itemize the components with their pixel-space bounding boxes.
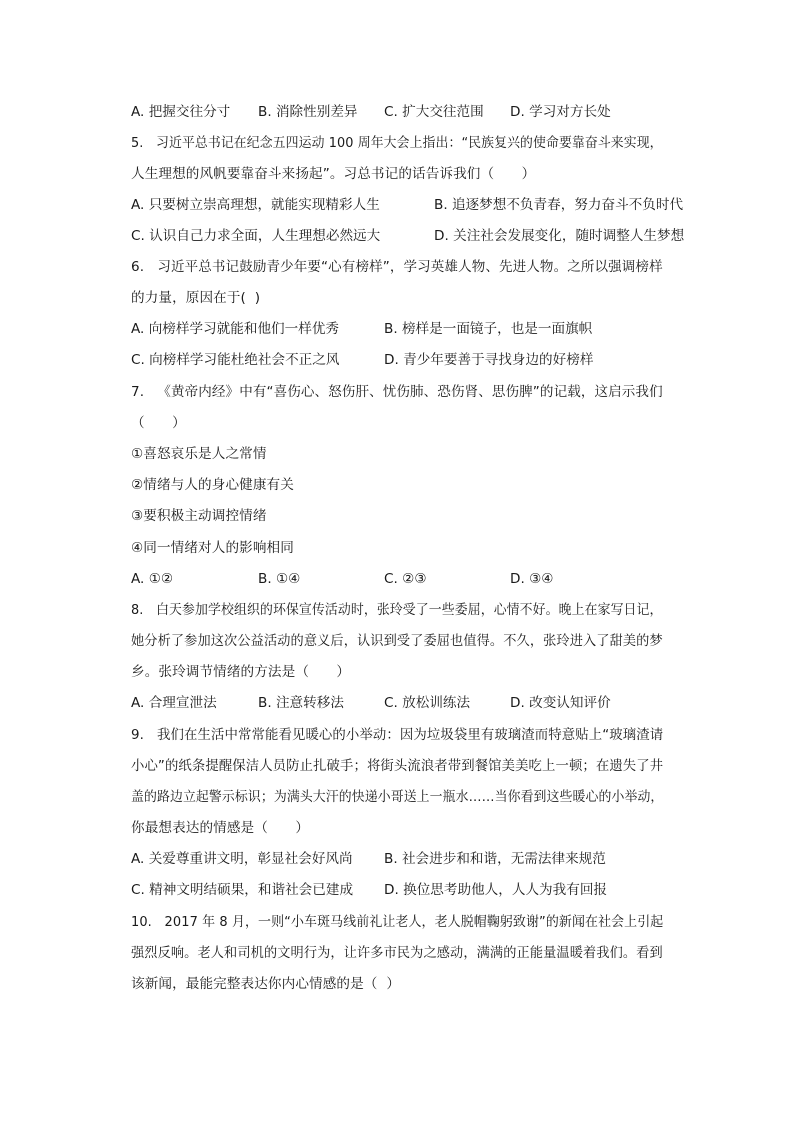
q7-option-a: A. ①② xyxy=(131,571,174,587)
q9-stem-line-1: 9. 我们在生活中常常能看见暖心的小举动：因为垃圾袋里有玻璃渣而特意贴上“玻璃渣请 xyxy=(131,727,664,743)
q7-stem-line-2: （ ） xyxy=(131,415,186,431)
q5-option-c: C. 认识自己力求全面，人生理想必然远大 xyxy=(131,228,381,244)
q9-stem-line-3: 盖的路边立起警示标识；为满头大汗的快递小哥送上一瓶水……当你看到这些暖心的小举动， xyxy=(131,789,664,805)
q4-option-d: D. 学习对方长处 xyxy=(510,104,611,120)
q4-option-b: B. 消除性别差异 xyxy=(258,104,358,120)
q5-option-a: A. 只要树立崇高理想，就能实现精彩人生 xyxy=(131,197,380,213)
q8-option-b: B. 注意转移法 xyxy=(258,695,344,711)
q9-stem-line-2: 小心”的纸条提醒保洁人员防止扎破手；将街头流浪者带到餐馆美美吃上一顿；在遗失了井 xyxy=(131,758,664,774)
q10-stem-line-1: 10. 2017 年 8 月，一则“小车斑马线前礼让老人，老人脱帽鞠躬致谢”的新闻在社会上引起 xyxy=(131,914,664,930)
q7-stem-line-1: 7. 《黄帝内经》中有“喜伤心、怒伤肝、忧伤肺、恐伤肾、思伤脾”的记载，这启示我们 xyxy=(131,384,663,400)
q7-statement-2: ②情绪与人的身心健康有关 xyxy=(131,477,294,493)
q7-option-c: C. ②③ xyxy=(384,571,427,587)
q7-option-b: B. ①④ xyxy=(258,571,301,587)
q8-stem-line-2: 她分析了参加这次公益活动的意义后，认识到受了委屈也值得。不久，张玲进入了甜美的梦 xyxy=(131,633,663,649)
q7-statement-3: ③要积极主动调控情绪 xyxy=(131,508,267,524)
q9-option-b: B. 社会进步和和谐，无需法律来规范 xyxy=(384,851,606,867)
q8-option-d: D. 改变认知评价 xyxy=(510,695,611,711)
q9-option-c: C. 精神文明结硕果，和谐社会已建成 xyxy=(131,882,354,898)
q5-option-b: B. 追逐梦想不负青春，努力奋斗不负时代 xyxy=(434,197,684,213)
q7-statement-4: ④同一情绪对人的影响相同 xyxy=(131,540,294,556)
q8-stem-line-1: 8. 白天参加学校组织的环保宣传活动时，张玲受了一些委屈，心情不好。晚上在家写日记， xyxy=(131,602,663,618)
q7-option-d: D. ③④ xyxy=(510,571,554,587)
q5-option-d: D. 关注社会发展变化，随时调整人生梦想 xyxy=(434,228,685,244)
q10-stem-line-3: 该新闻，最能完整表达你内心情感的是（ ） xyxy=(131,976,401,992)
q8-option-a: A. 合理宣泄法 xyxy=(131,695,217,711)
q8-option-c: C. 放松训练法 xyxy=(384,695,471,711)
q8-stem-line-3: 乡。张玲调节情绪的方法是（ ） xyxy=(131,664,351,680)
q6-stem-line-1: 6. 习近平总书记鼓励青少年要“心有榜样”，学习英雄人物、先进人物。之所以强调榜样 xyxy=(131,259,663,275)
q9-stem-line-4: 你最想表达的情感是（ ） xyxy=(131,820,310,836)
q4-option-a: A. 把握交往分寸 xyxy=(131,104,231,120)
q6-option-c: C. 向榜样学习能杜绝社会不正之风 xyxy=(131,352,340,368)
q6-option-a: A. 向榜样学习就能和他们一样优秀 xyxy=(131,321,340,337)
q9-option-a: A. 关爱尊重讲文明，彰显社会好风尚 xyxy=(131,851,353,867)
q5-stem-line-1: 5. 习近平总书记在纪念五四运动 100 周年大会上指出：“民族复兴的使命要靠奋斗来实现， xyxy=(131,135,663,151)
q6-stem-line-2: 的力量，原因在于( ) xyxy=(131,290,261,306)
q5-stem-line-2: 人生理想的风帆要靠奋斗来扬起”。习总书记的话告诉我们（ ） xyxy=(131,166,536,182)
q9-option-d: D. 换位思考助他人，人人为我有回报 xyxy=(384,882,608,898)
q6-option-b: B. 榜样是一面镜子，也是一面旗帜 xyxy=(384,321,593,337)
q6-option-d: D. 青少年要善于寻找身边的好榜样 xyxy=(384,352,594,368)
q4-option-c: C. 扩大交往范围 xyxy=(384,104,484,120)
q7-statement-1: ①喜怒哀乐是人之常情 xyxy=(131,446,267,462)
q10-stem-line-2: 强烈反响。老人和司机的文明行为，让许多市民为之感动，满满的正能量温暖着我们。看到 xyxy=(131,945,663,961)
